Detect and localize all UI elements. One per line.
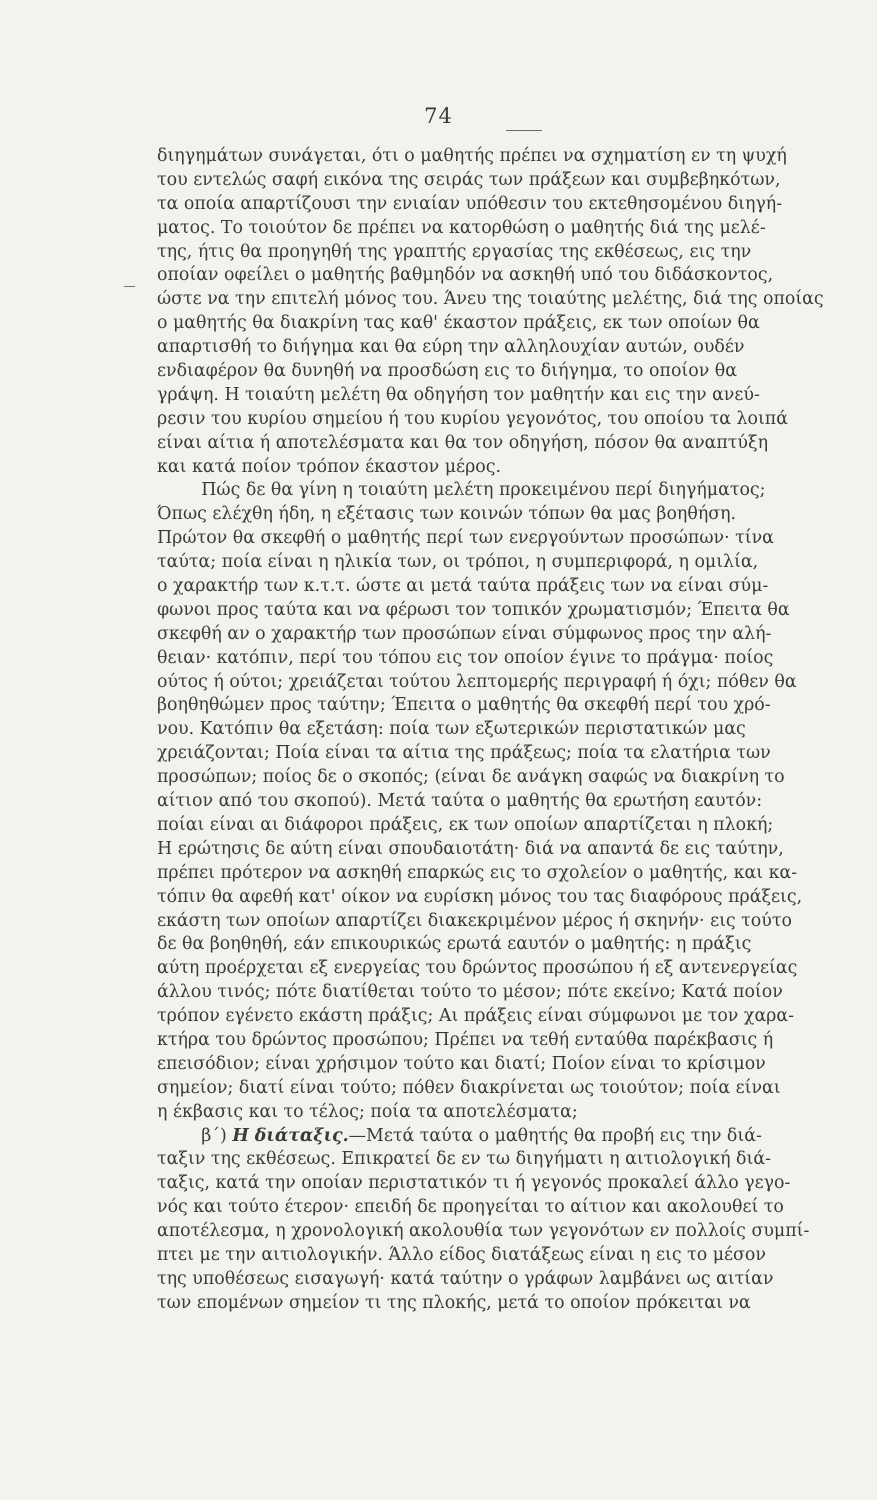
text-line: ταξιν της εκθέσεως. Επικρατεί δε εν τω διηγήματι η αιτιολογική διά- (157, 1149, 771, 1170)
text-line: Πρώτον θα σκεφθή ο μαθητής περί των ενεργούντων προσώπων· τίνα (157, 528, 774, 549)
text-line: πρέπει πρότερον να ασκηθή επαρκώς εις το σχολείον ο μαθητής, και κα- (157, 862, 798, 883)
text-line: ματος. Το τοιούτον δε πρέπει να κατορθώση ο μαθητής διά της μελέ- (157, 217, 766, 238)
text-line: σκεφθή αν ο χαρακτήρ των προσώπων είναι σύμφωνος προς την αλή- (157, 623, 772, 644)
section-b-marker: β΄) (201, 1125, 227, 1146)
text-line: αύτη προέρχεται εξ ενεργείας του δρώντος προσώπου ή εξ αντενεργείας (157, 958, 798, 979)
section-b-heading: Η διάταξις. (232, 1125, 349, 1146)
text-line: νου. Κατόπιν θα εξετάση: ποία των εξωτερικών περιστατικών μας (157, 719, 746, 740)
text-line: ούτος ή ούτοι; χρειάζεται τούτου λεπτομερής περιγραφή ή όχι; πόθεν θα (157, 671, 797, 692)
text-line: απαρτισθή το διήγημα και θα εύρη την αλληλουχίαν αυτών, ουδέν (157, 337, 745, 358)
text-line: ποίαι είναι αι διάφοροι πράξεις, εκ των οποίων απαρτίζεται η πλοκή; (157, 814, 774, 835)
text-line: ο μαθητής θα διακρίνη τας καθ' έκαστον πράξεις, εκ των οποίων θα (157, 313, 760, 334)
text-line: των επομένων σημείον τι της πλοκής, μετά το οποίον πρόκειται να (157, 1292, 751, 1313)
text-line: διηγημάτων συνάγεται, ότι ο μαθητής πρέπει να σχηματίση εν τη ψυχή (157, 146, 787, 166)
text-line: επεισόδιον; είναι χρήσιμον τούτο και διατί; Ποίον είναι το κρίσιμον (157, 1053, 766, 1074)
text-line: είναι αίτια ή αποτελέσματα και θα τον οδηγήση, πόσον θα αναπτύξη (157, 432, 768, 453)
text-line: του εντελώς σαφή εικόνα της σειράς των πράξεων και συμβεβηκότων, (157, 169, 781, 190)
text-line: Η ερώτησις δε αύτη είναι σπουδαιοτάτη· διά να απαντά δε εις ταύτην, (157, 838, 784, 859)
text-line: γράψη. Η τοιαύτη μελέτη θα οδηγήση τον μαθητήν και εις την ανεύ- (157, 384, 760, 405)
text-line: της, ήτις θα προηγηθή της γραπτής εργασίας της εκθέσεως, εις την (157, 241, 752, 262)
text-line: ταύτα; ποία είναι η ηλικία των, οι τρόποι, η συμπεριφορά, η ομιλία, (157, 552, 759, 573)
margin-mark (124, 286, 135, 287)
text-line: ενδιαφέρον θα δυνηθή να προσδώση εις το διήγημα, το οποίον θα (157, 361, 738, 382)
text-line: αίτιον από του σκοπού). Μετά ταύτα ο μαθητής θα ερωτήση εαυτόν: (157, 791, 763, 812)
text-line: νός και τούτο έτερον· επειδή δε προηγείται το αίτιον και ακολουθεί το (157, 1197, 784, 1218)
text-line: θειαν· κατόπιν, περί του τόπου εις τον οποίον έγινε το πράγμα· ποίος (157, 647, 774, 668)
section-b-first-line-text: —Μετά ταύτα ο μαθητής θα προβή εις την διά- (348, 1125, 762, 1146)
text-line: της υποθέσεως εισαγωγή· κατά ταύτην ο γράφων λαμβάνει ως αιτίαν (157, 1268, 774, 1289)
text-line: Πώς δε θα γίνη η τοιαύτη μελέτη προκειμένου περί διηγήματος; (201, 480, 766, 501)
text-line: κτήρα του δρώντος προσώπου; Πρέπει να τεθή ενταύθα παρέκβασις ή (157, 1029, 774, 1050)
text-line: ταξις, κατά την οποίαν περιστατικόν τι ή γεγονός προκαλεί άλλο γεγο- (157, 1173, 791, 1194)
text-line: Όπως ελέχθη ήδη, η εξέτασις των κοινών τόπων θα μας βοηθήση. (157, 504, 737, 525)
paragraph-lines (157, 145, 877, 1125)
body-text (157, 145, 877, 1316)
text-line: τρόπον εγένετο εκάστη πράξις; Αι πράξεις είναι σύμφωνοι με τον χαρα- (157, 1006, 795, 1027)
text-line: τόπιν θα αφεθή κατ' οίκον να ευρίσκη μόνος του τας διαφόρους πράξεις, (157, 886, 803, 907)
text-line: χρειάζονται; Ποία είναι τα αίτια της πράξεως; ποία τα ελατήρια των (157, 743, 771, 764)
text-line: και κατά ποίον τρόπον έκαστον μέρος. (157, 456, 502, 477)
text-line: η έκβασις και το τέλος; ποία τα αποτελέσματα; (157, 1101, 578, 1122)
page-number-rule (506, 130, 542, 131)
text-line: φωνοι προς ταύτα και να φέρωσι τον τοπικόν χρωματισμόν; Έπειτα θα (157, 599, 790, 620)
text-line: βοηθηθώμεν προς ταύτην; Έπειτα ο μαθητής θα σκεφθή περί του χρό- (157, 695, 771, 716)
section-b-first-line (157, 1125, 877, 1149)
text-line: πτει με την αιτιολογικήν. Άλλο είδος διατάξεως είναι η εις το μέσον (157, 1244, 766, 1265)
text-line: ώστε να την επιτελή μόνος του. Άνευ της τοιαύτης μελέτης, διά της οποίας (157, 289, 824, 310)
text-line: σημείον; διατί είναι τούτο; πόθεν διακρίνεται ως τοιούτον; ποία είναι (157, 1077, 781, 1098)
text-line: οποίαν οφείλει ο μαθητής βαθμηδόν να ασκηθή υπό του διδάσκοντος, (157, 265, 774, 286)
text-line: ρεσιν του κυρίου σημείου ή του κυρίου γεγονότος, του οποίου τα λοιπά (157, 408, 788, 429)
page-number: 74 (424, 104, 453, 128)
text-line: αποτέλεσμα, η χρονολογική ακολουθία των γεγονότων εν πολλοίς συμπί- (157, 1221, 810, 1242)
text-line: προσώπων; ποίος δε ο σκοπός; (είναι δε ανάγκη σαφώς να διακρίνη το (157, 767, 785, 788)
text-line: ο χαρακτήρ των κ.τ.τ. ώστε αι μετά ταύτα πράξεις των να είναι σύμ- (157, 576, 769, 597)
text-line: δε θα βοηθηθή, εάν επικουρικώς ερωτά εαυτόν ο μαθητής: η πράξις (157, 934, 752, 955)
text-line: άλλου τινός; πότε διατίθεται τούτο το μέσον; πότε εκείνο; Κατά ποίον (157, 982, 783, 1003)
text-line: τα οποία απαρτίζουσι την ενιαίαν υπόθεσιν του εκτεθησομένου διηγή- (157, 193, 783, 214)
section-b-lines (157, 1148, 877, 1315)
text-line: εκάστη των οποίων απαρτίζει διακεκριμένον μέρος ή σκηνήν· εις τούτο (157, 910, 792, 931)
